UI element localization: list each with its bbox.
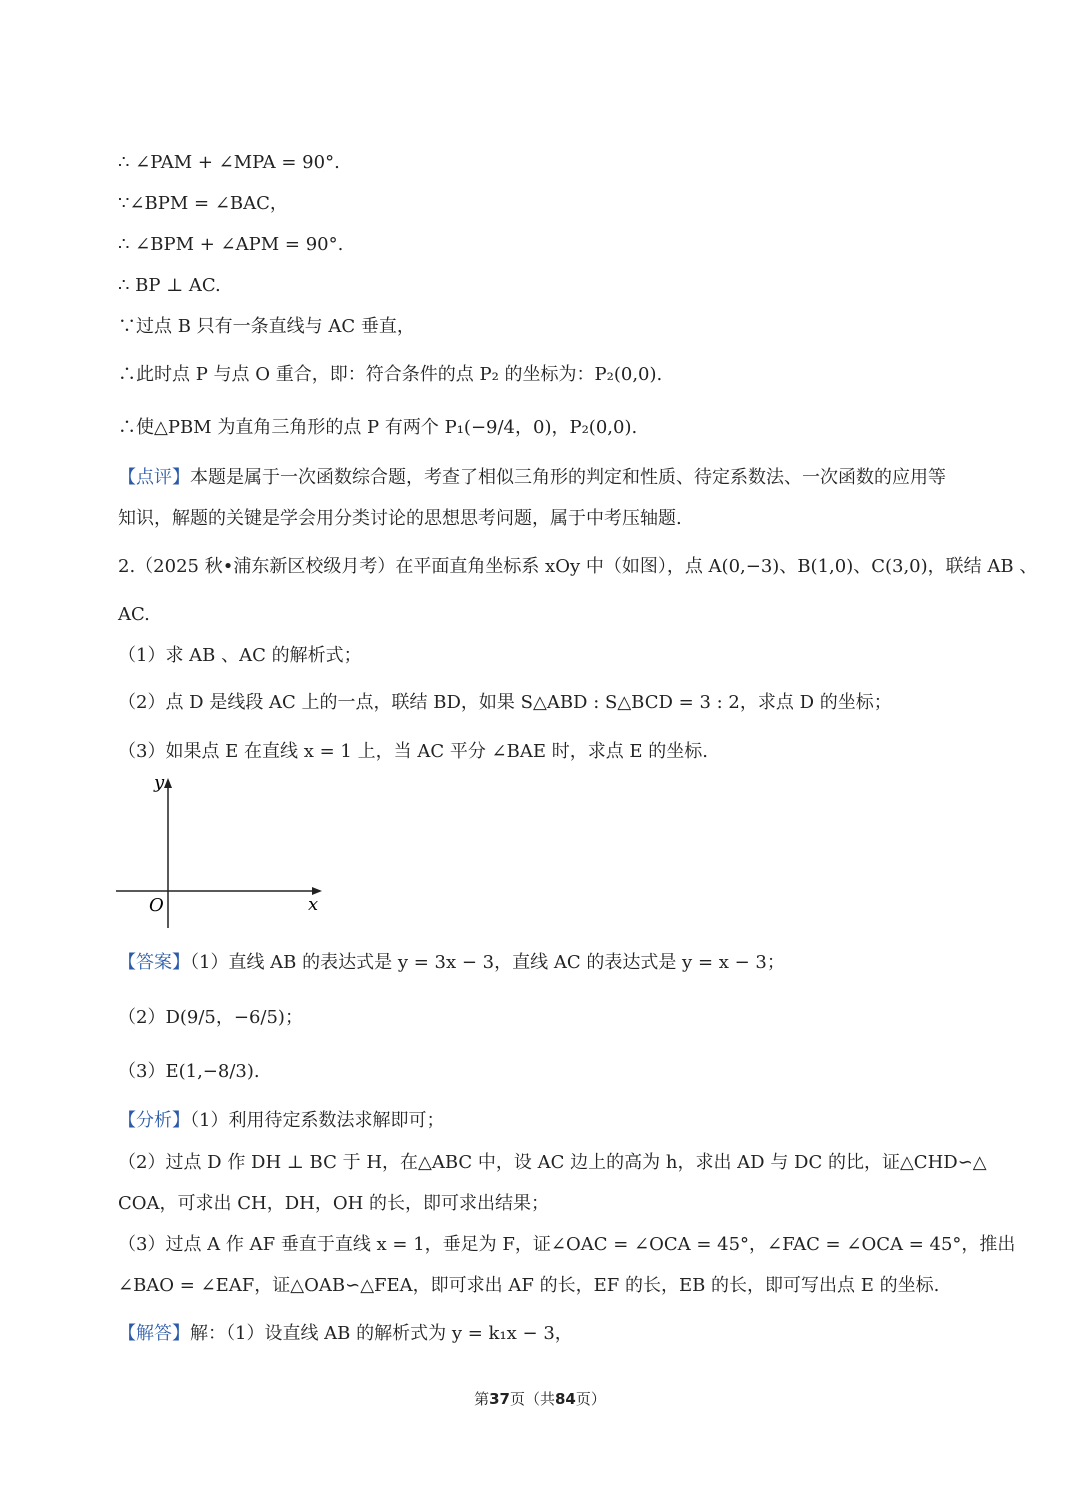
origin-label: O (149, 895, 164, 916)
x-axis-label: x (308, 894, 319, 915)
question-line-1: 2.（2025 秋•浦东新区校级月考）在平面直角坐标系 xOy 中（如图），点 A(0,−3)、B(1,0)、C(3,0)，联结 AB 、 (118, 556, 1038, 577)
question-part-3: （3）如果点 E 在直线 x = 1 上，当 AC 平分 ∠BAE 时，求点 E 的坐标. (118, 741, 709, 762)
line-4: ∴ BP ⊥ AC. (118, 275, 221, 296)
analysis-line-4: （3）过点 A 作 AF 垂直于直线 x = 1，垂足为 F，证∠OAC = ∠OCA = 45°，∠FAC = ∠OCA = 45°，推出 (118, 1234, 1016, 1255)
comment-line-2: 知识，解题的关键是学会用分类讨论的思想思考问题，属于中考压轴题. (118, 508, 682, 529)
page-footer: 第37页（共84页） (474, 1390, 606, 1408)
comment-text: 本题是属于一次函数综合题，考查了相似三角形的判定和性质、待定系数法、一次函数的应用等 (190, 467, 946, 488)
analysis-line-5: ∠BAO = ∠EAF，证△OAB∽△FEA，即可求出 AF 的长，EF 的长，EB 的长，即可写出点 E 的坐标. (118, 1275, 940, 1296)
line-3: ∴ ∠BPM + ∠APM = 90°. (118, 234, 344, 255)
question-part-2: （2）点 D 是线段 AC 上的一点，联结 BD，如果 S△ABD : S△BCD = 3 : 2，求点 D 的坐标； (118, 692, 892, 713)
analysis-line-1 (118, 1109, 444, 1133)
comment-tag: 【点评】 (118, 467, 190, 488)
line-7: ∴使△PBM 为直角三角形的点 P 有两个 P₁(−9/4，0)，P₂(0,0). (118, 417, 638, 438)
line-5: ∵过点 B 只有一条直线与 AC 垂直， (118, 316, 415, 337)
y-axis-label: y (154, 772, 165, 793)
analysis-tag: 【分析】 (118, 1110, 190, 1131)
answer-line-1 (118, 951, 785, 975)
page-number: 37 (489, 1390, 510, 1408)
coordinate-figure (110, 768, 340, 940)
line-2: ∵∠BPM = ∠BAC， (118, 193, 288, 214)
question-part-1: （1）求 AB 、AC 的解析式； (118, 645, 362, 666)
analysis-line-3: COA，可求出 CH，DH，OH 的长，即可求出结果； (118, 1193, 550, 1214)
answer-line-3: （3）E(1,−8/3). (118, 1061, 260, 1082)
comment-line-1 (118, 466, 946, 490)
answer-tag: 【答案】 (118, 952, 190, 973)
line-6: ∴此时点 P 与点 O 重合，即：符合条件的点 P₂ 的坐标为：P₂(0,0). (118, 364, 663, 385)
solution-line-1 (118, 1322, 573, 1346)
total-pages: 84 (555, 1390, 576, 1408)
question-line-2: AC. (118, 604, 150, 625)
answer-line-2: （2）D(9/5，−6/5)； (118, 1007, 303, 1028)
answer-text: （1）直线 AB 的表达式是 y = 3x − 3，直线 AC 的表达式是 y = x − 3； (190, 952, 785, 973)
analysis-text: （1）利用待定系数法求解即可； (190, 1110, 445, 1131)
solution-text: 解：（1）设直线 AB 的解析式为 y = k₁x − 3， (190, 1323, 573, 1344)
line-1: ∴ ∠PAM + ∠MPA = 90°. (118, 152, 340, 173)
y-axis-arrow (164, 778, 172, 788)
solution-tag: 【解答】 (118, 1323, 190, 1344)
analysis-line-2: （2）过点 D 作 DH ⊥ BC 于 H，在△ABC 中，设 AC 边上的高为 h，求出 AD 与 DC 的比，证△CHD∽△ (118, 1152, 987, 1173)
